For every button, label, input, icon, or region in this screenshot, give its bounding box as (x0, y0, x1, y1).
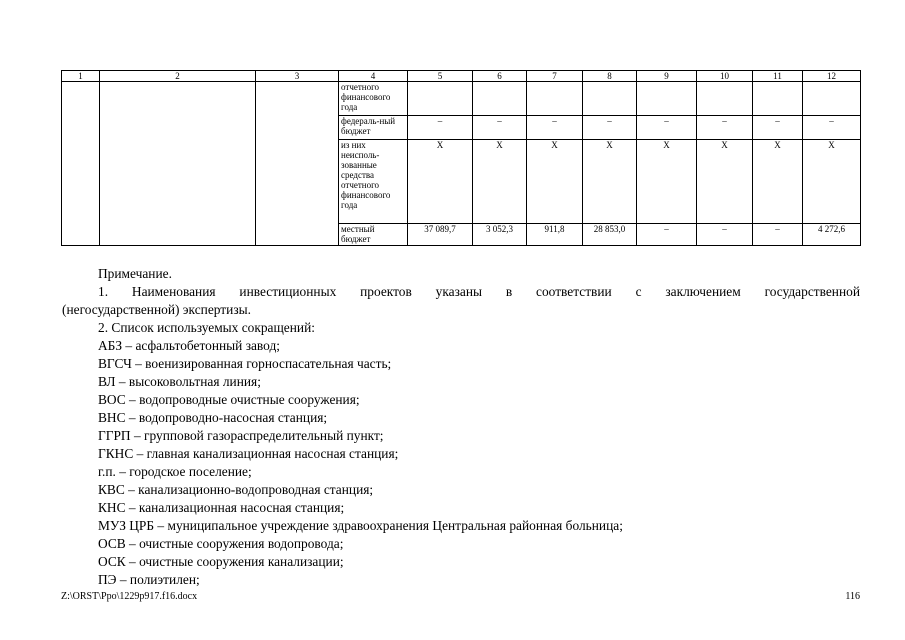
merged-cell-col3 (256, 82, 339, 246)
value-cell (753, 82, 803, 116)
abbreviation-item: ГГРП – групповой газораспределительный пункт; (98, 428, 384, 443)
row-label: местный бюджет (339, 224, 408, 246)
row-label: отчетного финансового года (339, 82, 408, 116)
abbreviation-item: ГКНС – главная канализационная насосная станция; (98, 446, 399, 461)
abbreviation-item: ВНС – водопроводно-насосная станция; (98, 410, 328, 425)
value-cell: – (697, 116, 753, 140)
abbreviation-item: КНС – канализационная насосная станция; (98, 500, 345, 515)
header-cell: 4 (339, 71, 408, 82)
abbreviation-item: ПЭ – полиэтилен; (98, 572, 200, 587)
value-cell: Х (803, 140, 861, 224)
abbreviation-item: ОСК – очистные сооружения канализации; (98, 554, 344, 569)
abbreviation-item: ВГСЧ – военизированная горноспасательная часть; (98, 356, 392, 371)
footer-file-path: Z:\ORST\Ppo\1229p917.f16.docx (61, 591, 198, 602)
value-cell: 911,8 (527, 224, 583, 246)
header-cell: 12 (803, 71, 861, 82)
value-cell: – (408, 116, 473, 140)
value-cell: – (637, 224, 697, 246)
table-row (62, 82, 861, 116)
value-cell (583, 82, 637, 116)
value-cell (697, 82, 753, 116)
value-cell (527, 82, 583, 116)
value-cell: – (527, 116, 583, 140)
abbreviation-item: АБЗ – асфальтобетонный завод; (98, 338, 280, 353)
value-cell (473, 82, 527, 116)
value-cell: – (753, 224, 803, 246)
header-cell: 10 (697, 71, 753, 82)
abbreviation-item: ОСВ – очистные сооружения водопровода; (98, 536, 344, 551)
value-cell: – (697, 224, 753, 246)
abbreviation-item: КВС – канализационно-водопроводная станция; (98, 482, 374, 497)
notes-title: Примечание. (98, 266, 172, 281)
note-item-1-line-2: (негосударственной) экспертизы. (62, 302, 251, 317)
value-cell: 4 272,6 (803, 224, 861, 246)
value-cell: Х (697, 140, 753, 224)
header-cell: 6 (473, 71, 527, 82)
value-cell (637, 82, 697, 116)
header-cell: 8 (583, 71, 637, 82)
value-cell: 37 089,7 (408, 224, 473, 246)
value-cell: Х (527, 140, 583, 224)
investment-table (61, 70, 861, 246)
value-cell: Х (408, 140, 473, 224)
value-cell: Х (583, 140, 637, 224)
value-cell: 3 052,3 (473, 224, 527, 246)
abbreviation-item: ВЛ – высоковольтная линия; (98, 374, 261, 389)
row-label: федераль-ный бюджет (339, 116, 408, 140)
value-cell: – (637, 116, 697, 140)
notes-section (62, 265, 860, 589)
value-cell: – (473, 116, 527, 140)
abbreviation-item: МУЗ ЦРБ – муниципальное учреждение здравоохранения Центральная районная больница; (98, 518, 623, 533)
header-cell: 1 (62, 71, 100, 82)
row-label: из них неисполь-зованные средства отчетного финансового года (339, 140, 408, 224)
abbreviation-item: ВОС – водопроводные очистные сооружения; (98, 392, 360, 407)
header-cell: 3 (256, 71, 339, 82)
note-item-2: 2. Список используемых сокращений: (98, 320, 315, 335)
header-cell: 2 (100, 71, 256, 82)
value-cell (408, 82, 473, 116)
table-header-row (62, 71, 861, 82)
value-cell: Х (473, 140, 527, 224)
merged-cell-col2 (100, 82, 256, 246)
header-cell: 5 (408, 71, 473, 82)
merged-cell-col1 (62, 82, 100, 246)
abbreviation-list (62, 337, 860, 589)
value-cell: – (803, 116, 861, 140)
header-cell: 7 (527, 71, 583, 82)
value-cell: – (583, 116, 637, 140)
header-cell: 11 (753, 71, 803, 82)
value-cell: 28 853,0 (583, 224, 637, 246)
note-item-1-line-1: 1. Наименования инвестиционных проектов указаны в соответствии с заключением государственной (98, 284, 860, 299)
value-cell: Х (753, 140, 803, 224)
value-cell (803, 82, 861, 116)
abbreviation-item: г.п. – городское поселение; (98, 464, 252, 479)
value-cell: – (753, 116, 803, 140)
value-cell: Х (637, 140, 697, 224)
header-cell: 9 (637, 71, 697, 82)
footer-page-number: 116 (845, 591, 860, 602)
